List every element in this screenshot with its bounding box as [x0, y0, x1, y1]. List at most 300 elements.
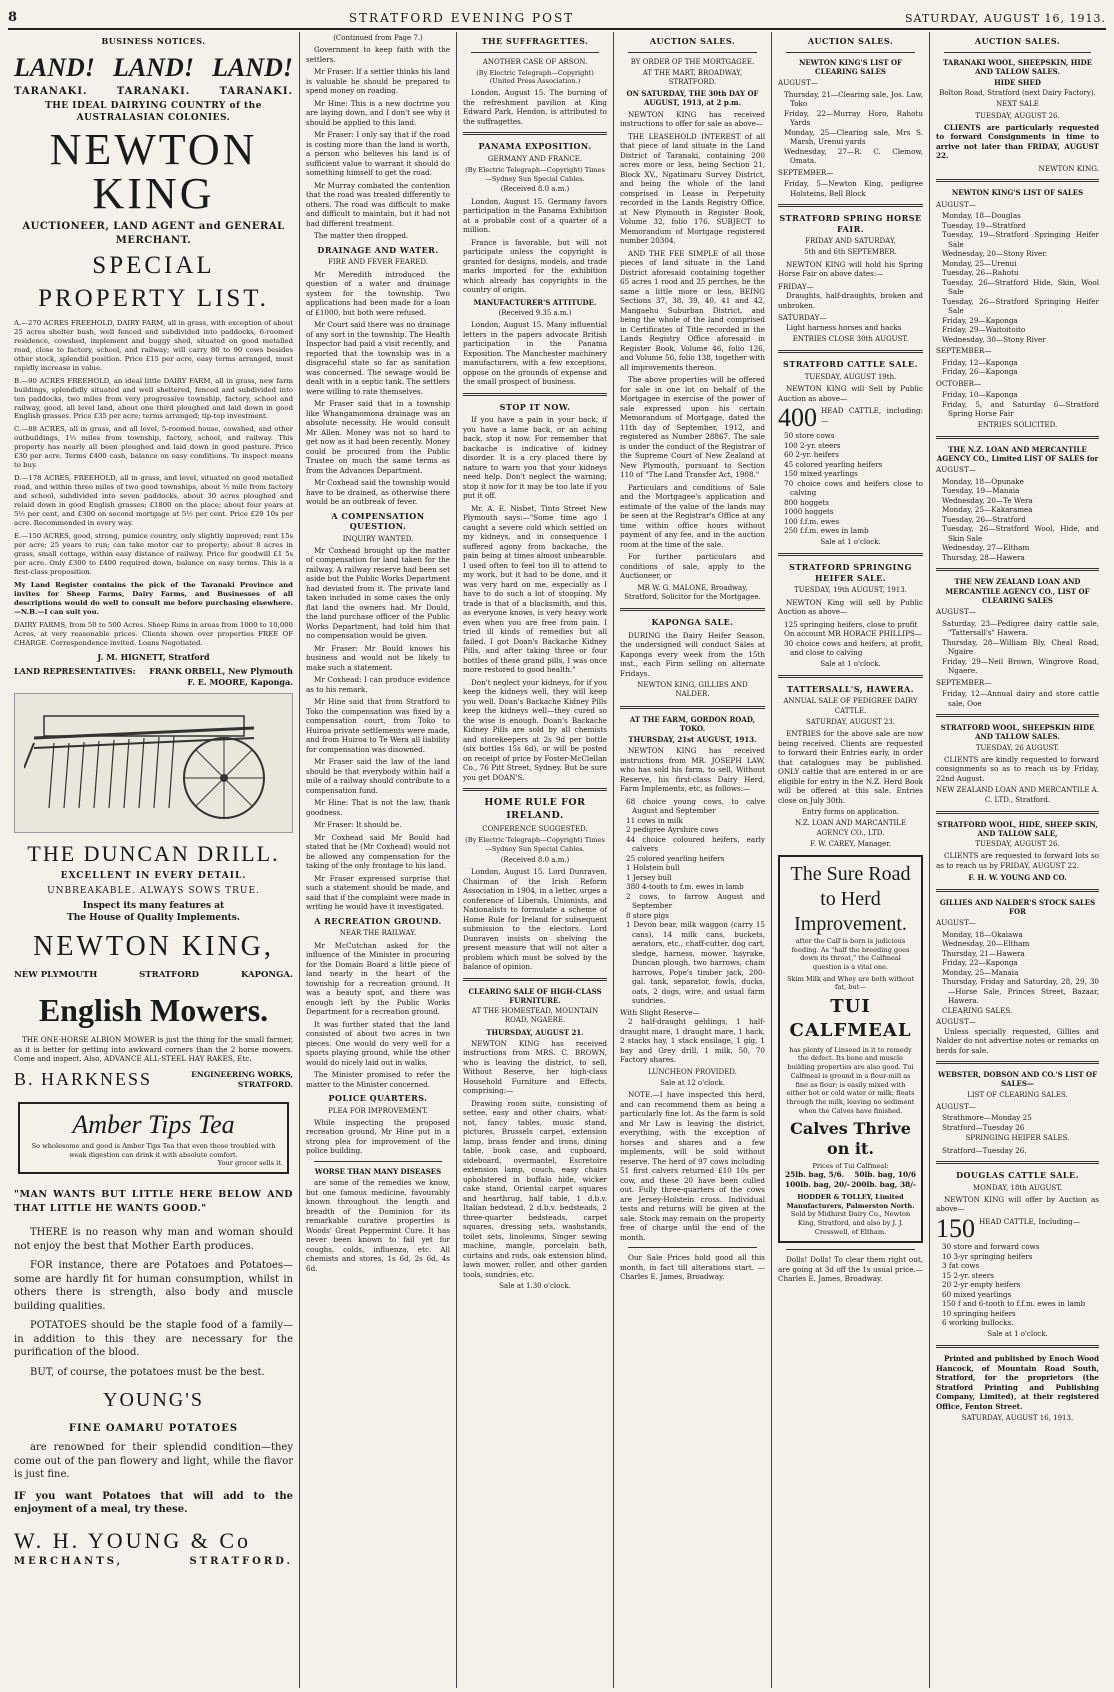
- list-item: Thursday, 28—Hawera: [942, 552, 1025, 562]
- list-item: Thursday, 28—William Bly, Cheal Road, Ngaire: [942, 637, 1099, 657]
- dairy-farms-notice: DAIRY FARMS, from 50 to 500 Acres. Sheep Runs in areas from 1000 to 10,000 Acres, at very reasonable prices. Clients shown over properties FREE OF CHARGE. Correspondence invited. Loans Negotiated.: [14, 620, 293, 647]
- paragraph: CLIENTS are particularly requested to forward Consignments in time to arrive not later than FRIDAY, AUGUST 22.: [936, 122, 1099, 161]
- house-of-quality: The House of Quality Implements.: [67, 913, 240, 924]
- list-item: CLEARING SALES.: [942, 1005, 1013, 1015]
- drainage-heading: DRAINAGE AND WATER.: [317, 244, 439, 255]
- land-word: LAND!: [113, 52, 194, 82]
- police-heading: POLICE QUARTERS.: [328, 1093, 428, 1104]
- column-business-notices: [8, 32, 300, 1688]
- paragraph: The above properties will be offered for sale in one lot on behalf of the Mortgagee in exercise of the power of sale expressed upon his certain Memorandum of Mortgage, dated the 11th day of September, 1912, and registered as Number 28867. The sale is under the conduct of the Registrar of the Supreme Court of New Zealand at New Plymouth, pursuant to Section 110 of "The Land Transfer Act, 1908.": [620, 375, 765, 480]
- nk-sales-heading: NEWTON KING'S LIST OF SALES: [951, 188, 1084, 198]
- nzl-sales-list: [942, 477, 1099, 563]
- paragraph: are some of the remedies we know, but one famous medicine, favourably known throughout the length and breadth of the Dominion for its remarkable curative properties is Woods' Great Peppermint Cure. It has never been known to fail yet for coughs, colds, influenza, etc. All chemists and stores, 1s 6d, 2s 6d, 4s 6d.: [306, 1178, 450, 1273]
- location: STRATFORD: [139, 969, 200, 980]
- paragraph: Mr Fraser said that in a township like Whangamomona drainage was an absolute necessity. He would consult Mr Allen. Money was not so hard to get now as it had been recently. Money could be procured from the Public Trustee on much the same terms as from the Advances Department.: [306, 399, 450, 475]
- drainage-subheading: FIRE AND FEVER FEARED.: [328, 258, 428, 267]
- list-item: Friday, 12—Annual dairy and store cattle sale, Ooe: [942, 689, 1099, 708]
- paragraph: DURING the Dairy Heifer Season, the undersigned will conduct Sales at Kaponga every week from the 15th inst., each Firm selling on alternate Fridays.: [620, 630, 765, 678]
- list-item: 11 cows in milk: [626, 815, 683, 825]
- calves-thrive-heading: Calves Thrive on it.: [790, 1119, 911, 1158]
- divider: [936, 1061, 1099, 1064]
- wool-sales-heading: TARANAKI WOOL, SHEEPSKIN, HIDE AND TALLOW SALES.: [942, 57, 1093, 76]
- cattle-sale-heading: STRATFORD CATTLE SALE.: [783, 359, 918, 370]
- taranaki-word: TARANAKI.: [219, 85, 293, 97]
- property-listing: C.—88 ACRES, all in grass, and all level, 5-roomed house, cowshed, and other outbuildings, 1½ miles from township, factory, school, and railway. This property has nearly all been ploughed and laid down in good pasture. Price £30 per acre. Terms £400 cash, balance on easy conditions. To inspect means to buy.: [14, 425, 293, 470]
- webster-list: [942, 1146, 1099, 1156]
- month-label: AUGUST—: [936, 199, 976, 209]
- list-item: 44 choice coloured heifers, early calvers: [626, 834, 765, 854]
- list-item: 68 choice young cows, to calve August and September: [626, 796, 765, 816]
- amber-tips-text: So wholesome and good is Amber Tips Tea that even those troubled with weak digestion can drink it with absolute comfort.: [31, 1141, 276, 1159]
- taranaki-line: [14, 85, 293, 98]
- webster-clearing: LIST OF CLEARING SALES.: [967, 1090, 1068, 1099]
- list-item: Monday, 18—Okaiawa: [942, 929, 1023, 939]
- renowned-text: are renowned for their splendid condition—they come out of the pan flowery and light, while the flavor is just fine.: [14, 1442, 293, 1481]
- taranaki-word: TARANAKI.: [14, 85, 88, 97]
- paragraph: London, August 15. The burning of the refreshment pavilion at King Edward Park, Hendon, is attributed to the suffragettes.: [463, 88, 607, 126]
- paragraph: Mr Fraser: Mr Bould knows his business and would not be likely to make such a statement.: [306, 643, 450, 672]
- location: NEW PLYMOUTH: [14, 969, 98, 980]
- panama-heading: PANAMA EXPOSITION.: [478, 141, 592, 152]
- next-sale-label: NEXT SALE: [996, 100, 1039, 109]
- divider: [936, 811, 1099, 814]
- list-item: 150 f and 6-tooth to f.f.m. ewes in lamb: [942, 1299, 1086, 1309]
- divider: [471, 52, 599, 53]
- nzl-clearing-heading: THE NEW ZEALAND LOAN AND MERCANTILE AGENCY CO., LIST OF CLEARING SALES: [945, 577, 1090, 605]
- newton-king-locations: [14, 970, 293, 981]
- list-item: 20 2-yr empty heifers: [942, 1280, 1021, 1290]
- sure-road-text: after the Calf is born is judicious feeding. As "half the breeding goes down its throat," the Calfmeal question is a vital one.: [791, 936, 910, 972]
- list-item: 60 2-yr. heifers: [784, 450, 839, 460]
- paragraph: NOTE.—I have inspected this herd, and can recommend them as being a particularly fine lot. As the farm is sold and Mr Law is leaving the district, everything, with the exception of horses and shares and a few implements, will be sold without reserve. The herd of 97 cows including 51 first calvers returned £10 10s per cow, and these 20 have been culled out. Fully three-quarters of the cows are Jersey-Holstein cross. Individual tests and returns will be given at the sale. Stock may remain on the property free of charge until the end of the month.: [620, 1090, 765, 1242]
- potato-paragraph: FOR instance, there are Potatoes and Potatoes—some are hardly fit for human consumption, whilst in others there is strength, also body and muscle building qualities.: [14, 1260, 293, 1312]
- paragraph: Mr. A. E. Nisbet, Tinto Street New Plymouth says:—"Some time ago I caught a severe cold which settled on my kidneys, and in consequence I suffered agony from backache, the pain being at times almost unbearable. I used often to feel too ill to attend to my work, but it had to be done, and it was very hard on me, especially as I have to do such a lot of stooping. My trade is that of a blacksmith, and this, as everyone knows, is very heavy work even when you are free from pain. I tried ill kinds of remedies but all failed. I got Doan's Backache Kidney Pills, and after taking three or four bottles of these grand pills, I was once more restored to good health.": [463, 503, 607, 675]
- stratford-wool-heading: STRATFORD WOOL, SHEEPSKIN HIDE AND TALLOW SALES.: [940, 723, 1095, 742]
- paragraph: While inspecting the proposed recreation ground, Mr Hine put in a strong plea for improvement of the police building.: [306, 1117, 450, 1156]
- mowers-text: THE ONE-HORSE ALBION MOWER is just the thing for the small farmer, as it is better for getting into awkward corners than the 2 horse mowers. Come and inspect. Also, ADVANCE ALL-STEEL HAY RAKES, Etc.: [14, 1035, 293, 1064]
- harkness-sub: ENGINEERING WORKS, STRATFORD.: [191, 1069, 293, 1089]
- merchants-line: [14, 1555, 293, 1568]
- list-item: 25 colored yearling heifers: [626, 853, 725, 863]
- list-item: Friday, 29—Kaponga: [942, 315, 1018, 325]
- sale-time: Sale at 1 o'clock.: [820, 537, 881, 546]
- clearing-sale-location: AT THE HOMESTEAD, MOUNTAIN ROAD, NGAERE.: [471, 1007, 599, 1025]
- paragraph: NEWTON KING has received instructions to offer for sale as above—: [620, 109, 765, 129]
- farm-sale-date: THURSDAY, 21st AUGUST, 1913.: [628, 735, 757, 745]
- douglas-count-label: HEAD CATTLE, Including—: [979, 1216, 1081, 1226]
- paragraph: Unless specially requested, Gillies and Nalder do not advertise notes or remarks on herds for sale.: [936, 1026, 1099, 1055]
- paragraph: Mr McCutchan asked for the influence of the Minister in procuring for the Domain Board a little piece of land nearly in the heart of the township for a recreation ground. It was a beauty spot, and there was enough left by the Public Works Department for a recreation ground.: [306, 940, 450, 1017]
- clearing-sale-date: THURSDAY, AUGUST 21.: [486, 1027, 584, 1037]
- divider: [463, 393, 607, 396]
- divider: [936, 436, 1099, 439]
- paragraph: Mr Fraser expressed surprise that such a statement should be made, and said that if the complaint were made in writing he would have it investigated.: [306, 873, 450, 912]
- rep-name: F. E. MOORE, Kaponga.: [187, 676, 293, 687]
- list-item: 250 f.f.m. ewes in lamb: [784, 526, 869, 536]
- list-item: Friday, 22—Murray Horo, Rahotu Yards: [784, 108, 923, 128]
- divider: [778, 675, 923, 678]
- paragraph: Mr Fraser: If a settler thinks his land is valuable he should be prepared to spend money on roading.: [306, 67, 450, 96]
- mortgagee-date: ON SATURDAY, THE 30th DAY OF AUGUST, 1913, at 2 p.m.: [626, 89, 759, 108]
- paragraph: London, August 15. Germany favors participation in the Panama Exhibition at a probable cost of a quarter of a million.: [463, 196, 607, 235]
- list-item: 150 mixed yearlings: [784, 469, 858, 479]
- paragraph: ENTRIES for the above sale are now being received. Clients are requested to forward their Entries early, in order that catalogues may be published. ONLY cattle that are entered in or are eligible for entry in the N.Z. Herd Book will be offered at this sale. Entries close on July 30th.: [778, 729, 923, 805]
- nk-sales-list: [942, 358, 1099, 377]
- potato-paragraph: THERE is no reason why man and woman should not enjoy the best that Mother Earth produces.: [14, 1227, 293, 1252]
- tui-calfmeal-ad: [778, 855, 923, 1243]
- reps-label: LAND REPRESENTATIVES:: [14, 666, 136, 677]
- hide-shed-heading: HIDE SHED: [994, 78, 1041, 88]
- potato-paragraph: BUT, of course, the potatoes must be the best.: [30, 1366, 265, 1378]
- clearing-list-heading: NEWTON KING'S LIST OF CLEARING SALES: [798, 57, 903, 76]
- month-label: AUGUST—: [936, 918, 976, 928]
- paragraph: Particulars and conditions of Sale and the Mortgagee's application and estimate of the value of the lands may be seen at the Registrar's Office at any time within office hours without payment of any fee, and in the auction room at the time of the sale.: [620, 482, 765, 549]
- list-item: Tuesday, 26—Rahotu: [942, 268, 1019, 278]
- list-item: 1 Jersey bull: [626, 872, 672, 882]
- list-item: Friday, 26—Kaponga: [942, 367, 1018, 377]
- spring-horse-heading: STRATFORD SPRING HORSE FAIR.: [779, 213, 922, 234]
- compensation-heading: A COMPENSATION QUESTION.: [331, 510, 425, 532]
- issue-date: SATURDAY, AUGUST 16, 1913.: [904, 12, 1106, 25]
- paragraph: The Minister promised to refer the matter to the Minister concerned.: [306, 1070, 450, 1089]
- divider: [463, 978, 607, 981]
- list-item: Monday, 25—Kakaramea: [942, 505, 1033, 515]
- list-item: 70 choice cows and heifers close to calving: [784, 478, 923, 498]
- fine-oamaru-potatoes: FINE OAMARU POTATOES: [68, 1422, 239, 1434]
- month-label: AUGUST—: [936, 465, 976, 475]
- property-listing: D.—178 ACRES, FREEHOLD, all in grass, and level, situated on good metalled road, and within three miles of two good townships, about ½ mile from factory and school, subdivided into seven paddocks, about 30 acres ploughed and relaid down in good English grasses; £1800 on the place; about four years at 5½ per cent, and £300 on second mortgage at 5½ per cent. Price £29 10s per acre. Recommended in every way.: [14, 474, 293, 528]
- columns: [8, 32, 1106, 1688]
- carey-signature: F. W. CAREY, Manager.: [809, 839, 892, 848]
- harkness-signature: [14, 1068, 293, 1092]
- nk-sales-list: [942, 211, 1099, 344]
- list-item: Monday, 25—Clearing sale, Mrs S. Marsh, Urenui yards: [784, 127, 923, 147]
- hodder-tolley: HODDER & TOLLEY, Limited Manufacturers, Palmerston North.: [786, 1192, 915, 1210]
- paragraph: CLIENTS are kindly requested to forward consignments so as to reach us by Friday, 22nd August.: [936, 754, 1099, 783]
- day-label: FRIDAY—: [778, 281, 814, 291]
- ideal-dairying-tagline: THE IDEAL DAIRYING COUNTRY of the AUSTRALASIAN COLONIES.: [45, 101, 262, 123]
- harkness-name: B. HARKNESS: [14, 1068, 153, 1089]
- home-rule-subheading: CONFERENCE SUGGESTED.: [482, 825, 588, 834]
- spring-date-2: 5th and 6th SEPTEMBER.: [804, 248, 897, 257]
- malone-signature: MR W. G. MALONE, Broadway, Stratford, Solicitor for the Mortgagee.: [624, 583, 761, 601]
- business-notices-header: BUSINESS NOTICES.: [101, 36, 206, 46]
- stratford-wool-signature: NEW ZEALAND LOAN AND MERCANTILE A. C. LTD., Stratford.: [936, 786, 1099, 804]
- list-item: 30 choice cows and heifers, at profit, and close to calving: [784, 638, 923, 658]
- recreation-subheading: NEAR THE RAILWAY.: [339, 929, 417, 938]
- list-item: 3 fat cows: [942, 1261, 980, 1271]
- paragraph: Light harness horses and hacks: [786, 322, 902, 332]
- cattle-list: [784, 431, 923, 536]
- wool-hide-signature: F. H. W. YOUNG AND CO.: [968, 873, 1067, 883]
- heifer-list: [784, 620, 923, 658]
- list-item: Tuesday, 19—Manaia: [942, 486, 1020, 496]
- paragraph: France is favorable, but will not participate unless the copyright is granted for designs, models, and trade marks imported for the exhibition which already has copyrights in the country of origin.: [463, 237, 607, 295]
- divider: [936, 568, 1099, 571]
- location: KAPONGA.: [240, 969, 293, 980]
- land-representatives: [14, 666, 293, 687]
- list-item: Thursday, 21—Hawera: [942, 948, 1025, 958]
- divider: [620, 608, 765, 611]
- sure-road-heading: The Sure Road to Herd Improvement.: [790, 862, 911, 935]
- property-listing: A.—270 ACRES FREEHOLD, DAIRY FARM, all in grass, with exception of about 25 acres shelter bush, well fenced and subdivided into paddocks, 6-roomed residence, cowshed, implement and buggy shed, situated on good metalled road, close to factory, school, and railway; will carry 80 to 90 cows besides other stock, splendid position. Price £15 per acre, easy terms arranged, must rapidly increase in value.: [14, 318, 293, 372]
- reps-names: [149, 666, 293, 687]
- nzl-sales-heading: THE N.Z. LOAN AND MERCANTILE AGENCY CO., Limited LIST OF SALES for: [936, 444, 1099, 464]
- list-item: Saturday, 23—Pedigree dairy cattle sale, "Tattersall's" Hawera.: [942, 618, 1099, 638]
- suffragettes-heading: THE SUFFRAGETTES.: [481, 36, 589, 46]
- seed-drill-illustration: [14, 693, 293, 833]
- list-item: On account MR HORACE PHILLIPS—: [784, 629, 923, 639]
- divider: [936, 179, 1099, 182]
- douglas-date: MONDAY, 18th AUGUST.: [972, 1183, 1063, 1192]
- list-item: Friday, 5, and Saturday 6—Stratford Spring Horse Fair: [942, 399, 1099, 419]
- received-time: (Received 9.35 a.m.): [498, 308, 572, 317]
- list-item: 50 store cows: [784, 431, 835, 441]
- paragraph: Drawing room suite, consisting of settee, easy and other chairs, what-not, fancy tables, music stand, pictures, Brussels carpet, extension lamp, brass fender and irons, dining table, book case, and cupboard, sideboard, overmantel, Escretoire extension lamp, couch, easy chairs upholstered in buffalo hide, wicker cake stand, Oriental carpet squares and hearthrug, half table, 1 d.b.v. Italian bedstead, 2 d.b.v. bedsteads, 2 three-quarter bedsteads, carpet squares, dressing sets, washstands, toilet sets, linoleums, Singer sewing machine, mangle, porcelain bath, curtains and rods, oak extension blind, lawn mower, roller, and other garden tools, sundries, etc.: [463, 1098, 607, 1279]
- list-item: 8 store pigs: [626, 910, 669, 920]
- cable-byline: (By Electric Telegraph—Copyright) Times—Sydney Sun Special Cables.: [465, 165, 605, 183]
- list-item: 6 working bullocks.: [942, 1318, 1014, 1328]
- potato-paragraph: POTATOES should be the staple food of a family—in addition to this they are necessary for the purification of the blood.: [14, 1320, 293, 1359]
- farm-reserve: With Slight Reserve—: [620, 1007, 700, 1017]
- compensation-subheading: INQUIRY WANTED.: [342, 534, 414, 543]
- webster-list: [942, 1113, 1099, 1132]
- nzl-clearing-list: [942, 619, 1099, 676]
- paragraph: Mr Murray combated the contention that the road was treated differently to others. The road was difficult to make and difficult to maintain, but it had not had different treatment.: [306, 180, 450, 228]
- list-item: Monday, 25—Manaia: [942, 967, 1019, 977]
- tui-calfmeal-heading: TUI CALFMEAL: [789, 996, 912, 1041]
- list-item: 100 f.f.m. ewes: [784, 516, 840, 526]
- divider: [463, 132, 607, 135]
- divider: [628, 52, 757, 53]
- list-item: Monday, 18—Opunake: [942, 476, 1024, 486]
- home-rule-heading: HOME RULE FOR IRELAND.: [484, 797, 586, 821]
- duncan-drill-heading: THE DUNCAN DRILL.: [27, 841, 280, 867]
- auction-sales-header: AUCTION SALES.: [974, 36, 1061, 46]
- excellent-tagline: EXCELLENT IN EVERY DETAIL.: [60, 871, 247, 882]
- tui-calfmeal-text: has plenty of Linseed in it to remedy the defect. Its bone and muscle building properties are also good. Tui Calfmeal is ground in a flour-mill as fine as flour; is easily mixed with either hot or cold water or milk; floats through the milk, leaving no sediment when the Calves have finished.: [786, 1045, 915, 1115]
- list-item: Tuesday, 26—Stratford Wool, Hide, and Skin Sale: [942, 524, 1099, 543]
- divider: [936, 714, 1099, 717]
- paragraph: 2 half-draught geldings, 1 half-draught mare, 1 draught mare, 1 hack, 2 stacks hay, 1 stack ensilage, 1 gig, 1 bay and Grey drill, 1 milk, 50, 70 Factory shares.: [620, 1017, 765, 1065]
- youngs-heading: YOUNG'S: [103, 1389, 204, 1412]
- imprint: Printed and published by Enoch Wood Hancock, of Mountain Road South, Stratford, for the proprietors (the Stratford Printing and Publishing Company, Limited), at their registered Office, Fenton Street.: [936, 1354, 1099, 1411]
- column-cables: [457, 32, 614, 1688]
- paragraph: NEWTON KING has received instructions from MR. JOSEPH LAW, who has sold his farm, to sell, Without Reserve, his first-class Dairy Herd, Farm Implements, etc, as follows:—: [620, 746, 765, 794]
- paragraph: Mr Coxhead said Mr Bould had stated that he (Mr Coxhead) would not be allowed any compensation for the taking of the only frontage to his land.: [306, 832, 450, 871]
- divider: [314, 1161, 442, 1162]
- land-heading: [14, 51, 293, 85]
- paragraph: Mr Hine said that from Stratford to Toko the compensation was fixed by a compensation court, from Toko to Huiroa private settlements were made, and from Huiroa to Te Wera all liability for compensation was disowned.: [306, 697, 450, 754]
- clearing-list: [784, 90, 923, 166]
- paragraph: Mr Coxhead said the township would have to be drained, as otherwise there would be an outbreak of fever.: [306, 478, 450, 507]
- list-item: 10 3-yr springing heifers: [942, 1251, 1033, 1261]
- masthead: [8, 8, 1106, 30]
- hide-shed-location: Bolton Road, Stratford (next Dairy Factory).: [939, 89, 1096, 98]
- paragraph: Draughts, half-draughts, broken and unbroken.: [778, 291, 923, 310]
- douglas-count-number: 150: [936, 1216, 975, 1241]
- paragraph: AND THE FEE SIMPLE of all those pieces of land situate in the Land District aforesaid containing together 65 acres 1 rood and 25 perches, be the same a little more or less, BEING Sections 37, 38, 39, 40, 41 and 42, Mangaehu Suburban District, and being the whole of the land comprised in Certificates of Title recorded in the Lands Registry Office aforesaid in Register Book, Volume 46, folio 126, and Volume 56, folio 138, together with all improvements thereon.: [620, 248, 765, 372]
- auctioneer-line: AUCTIONEER, LAND AGENT and GENERAL MERCHANT.: [22, 221, 285, 246]
- month-label: SEPTEMBER—: [936, 677, 992, 687]
- unbreakable-tagline: UNBREAKABLE. ALWAYS SOWS TRUE.: [47, 886, 260, 897]
- list-item: Stratford—Tuesday 26: [942, 1122, 1025, 1132]
- gillies-list: [942, 930, 1099, 1016]
- police-subheading: PLEA FOR IMPROVEMENT.: [328, 1106, 428, 1115]
- cattle-count: [778, 406, 923, 429]
- stratford-wool-date: TUESDAY, 26 AUGUST.: [975, 743, 1060, 752]
- wool-hide-heading: STRATFORD WOOL, HIDE, SHEEP SKIN, AND TALLOW SALE,: [937, 819, 1098, 838]
- list-item: Strathmore—Monday 25: [942, 1113, 1032, 1123]
- paragraph: The matter then dropped.: [314, 231, 409, 241]
- land-word: LAND!: [212, 52, 293, 82]
- imprint-date: SATURDAY, AUGUST 16, 1913.: [961, 1414, 1074, 1423]
- month-label: AUGUST—: [936, 1101, 976, 1111]
- webster-heifer: SPRINGING HEIFER SALES.: [965, 1134, 1070, 1143]
- price: 25lb. bag, 5/6.: [785, 1170, 845, 1180]
- heifer-sale-date: TUESDAY, 19th AUGUST, 1913.: [794, 586, 907, 595]
- divider: [628, 1247, 757, 1248]
- spring-date: FRIDAY AND SATURDAY,: [805, 237, 896, 246]
- amber-tips-title: Amber Tips Tea: [72, 1109, 235, 1139]
- paragraph: Mr Coxhead brought up the matter of compensation for land taken for the railway. A railway reserve had been set aside but the Public Works Department had deviated from it. The private land taken included in some cases the only flat land the owners had. Mr Dould, the land purchase officer of the Public Works Department, had told him that no compensation would be given.: [306, 545, 450, 641]
- paragraph: THE LEASEHOLD INTEREST of all that piece of land situate in the Land District of Taranaki, containing 200 acres more or less, being Section 21, Block XV., Ngatimaru Survey District, and being the whole of the land comprised in Lease in Perpetuity recorded in the Lands Registry Office, at New Plymouth in Register Book, Volume 32, folio 176. SUBJECT to Memorandum of Mortgage registered number 20304.: [620, 131, 765, 246]
- list-item: Tuesday, 19—Stratford Springing Heifer Sale: [942, 230, 1099, 249]
- amber-grocer: Your grocer sells it.: [217, 1159, 283, 1168]
- paragraph: London, August 15. Many influential letters in the papers advocate British participation in the Panama Exposition. The Manchester machinery manufacturers, with a few exceptions, oppose on the grounds of expense and the small prospect of business.: [463, 320, 607, 387]
- mortgagee-location: AT THE MART, BROADWAY, STRATFORD.: [642, 68, 743, 87]
- list-item: Tuesday, 26—Stratford Springing Heifer Sale: [942, 296, 1099, 316]
- newton-king-signature: NEWTON KING.: [1038, 163, 1099, 173]
- luncheon-note: LUNCHEON PROVIDED.: [648, 1067, 737, 1076]
- gillies-heading: GILLIES AND NALDER'S STOCK SALES FOR: [939, 897, 1096, 916]
- paragraph: NEWTON KING will Sell by Public Auction as above—: [778, 384, 923, 403]
- sale-time: Sale at 1 o'clock.: [820, 659, 881, 668]
- month-label: SEPTEMBER—: [778, 167, 834, 177]
- paragraph: London, August 15. Lord Dunraven, Chairman of the Irish Reform Association in 1904, in a letter, urges a conference of Liberals, Unionists, and Nationalists to formulate a scheme of Home Rule for Ireland for subsequent submission to the electors. Lord Dunraven insists on shelving the present measure that will not alter a problem which must be solved by the balance of opinion.: [463, 867, 607, 972]
- entries-solicited: ENTRIES SOLICITED.: [977, 420, 1058, 429]
- paragraph: NEWTON King will sell by Public Auction as above—: [778, 597, 923, 617]
- divider: [778, 350, 923, 353]
- list-item: 2 cows, to farrow August and September: [626, 891, 765, 911]
- list-item: 125 springing heifers, close to profit: [784, 619, 918, 629]
- paragraph: For further particulars and conditions of sale, apply to the Auctioneer, or: [620, 552, 765, 581]
- special-property-list-heading: SPECIAL PROPERTY LIST.: [38, 251, 269, 312]
- price: 100lb. bag, 20/-: [785, 1180, 850, 1190]
- price: 50lb. bag, 10/6: [854, 1170, 916, 1180]
- stop-it-now-heading: STOP IT NOW.: [499, 401, 571, 412]
- paragraph: Mr Coxhead: I can produce evidence as to his remark.: [306, 675, 450, 694]
- prices-heading: Prices of Tui Calfmeal:: [812, 1161, 889, 1170]
- paragraph: NEWTON KING will offer by Auction as above—: [936, 1194, 1099, 1214]
- paragraph: If you have a pain in your back, if you have a lame back, or an aching back, stop it now. For remember that backache is indicative of kidney disorder. It is a cry placed there by nature to warn you that your kidneys need help. Don't neglect the warning; stop it now for it may be too late if you put it off.: [463, 415, 607, 501]
- divider: [786, 52, 915, 53]
- list-item: Friday, 5—Newton King, pedigree Holsteins, Bell Block: [784, 179, 923, 198]
- tattersalls-date: SATURDAY, AUGUST 23.: [805, 717, 896, 726]
- douglas-list: [942, 1242, 1099, 1328]
- paragraph: Mr Fraser said the law of the land should be that everybody within half a mile of a railway should contribute to a compensation fund.: [306, 757, 450, 795]
- list-item: Friday, 29—Neil Brown, Wingrove Road, Ngaere.: [942, 656, 1099, 676]
- wh-young-signature: W. H. YOUNG & Co: [14, 1527, 252, 1553]
- paragraph: Mr Fraser: I only say that if the road is costing more than the land is worth, a person who believes his land is of sufficient value to warrant it should do something himself to get the road.: [306, 130, 450, 178]
- list-item: 1000 hoggets: [784, 507, 834, 517]
- continued-note: (Continued from Page 7.): [333, 34, 423, 42]
- auction-sales-header: AUCTION SALES.: [807, 36, 894, 46]
- divider: [936, 889, 1099, 892]
- month-label: AUGUST—: [936, 1017, 976, 1027]
- cable-byline: (By Electric Telegraph—Copyright) (United Press Association.): [476, 68, 594, 86]
- list-item: 1 Devon bear, milk waggon (carry 15 cans), 14 milk cans, buckets, aerators, etc., chaff-cutter, dog cart, sledge, harness, mower, hayrake, Duncan plough, two harrows, chain harrows, Pope's timber jack, 200-gal. tank, separator, fowls, ducks, oats, 2 dogs, wire, and usual farm sundries.: [626, 920, 765, 1006]
- paragraph: Mr Hine: This is a new doctrine you are laying down, and I don't see why it should be applied to this land.: [306, 98, 450, 127]
- list-item: Wednesday, 20—Te Wera: [942, 495, 1033, 505]
- rep-name: FRANK ORBELL, New Plymouth: [149, 666, 293, 677]
- midhirst-note: Sold by Midhirst Dairy Co., Newton King, Stratford, and also by J. J. Cresswell, of Eltham.: [790, 1210, 911, 1236]
- mortgagee-heading: BY ORDER OF THE MORTGAGEE.: [630, 57, 755, 66]
- paragraph: NEWTON KING will hold his Spring Horse Fair on above dates:—: [778, 259, 923, 279]
- property-listing: B.—90 ACRES FREEHOLD, an ideal little DAIRY FARM, all in grass, new farm buildings, splendidly situated and well sheltered, fenced and subdivided into ten paddocks, two miles from very progressive township, factory, school and railway, good, all level land, about one third ploughed and laid down in good English grasses. Price £35 per acre; terms arranged; tip-top investment.: [14, 376, 293, 421]
- next-sale-date: TUESDAY, AUGUST 26.: [975, 111, 1060, 120]
- paragraph: NEWTON KING has received instructions from MRS. C. BROWN, who is leaving the district, to sell, Without Reserve, her high-class Household Furniture and Effects, comprising:—: [463, 1038, 607, 1096]
- paragraph: Government to keep faith with the settlers.: [306, 45, 450, 64]
- list-item: Thursday, Friday and Saturday, 28, 29, 30—Horse Sale, Princes Street, Bazaar, Hawera.: [942, 977, 1099, 1006]
- list-item: 380 4-tooth to f.m. ewes in lamb: [626, 882, 744, 892]
- divider: [936, 1161, 1099, 1164]
- list-item: 10 springing heifers: [942, 1308, 1016, 1318]
- paragraph: Mr Fraser: It should be.: [314, 820, 402, 830]
- webster-heading: WEBSTER, DOBSON AND CO.'S LIST OF SALES—: [937, 1070, 1098, 1089]
- hignett-signature: J. M. HIGNETT, Stratford: [97, 651, 210, 662]
- farm-sale-heading: AT THE FARM, GORDON ROAD, TOKO.: [629, 714, 756, 733]
- nk-sales-list: [942, 390, 1099, 419]
- recreation-heading: A RECREATION GROUND.: [314, 915, 442, 926]
- skim-milk-text: Skim Milk and Whey are both without fat, but—: [786, 974, 915, 992]
- column-auction-sales-2: [772, 32, 930, 1688]
- list-item: 15 2-yr. steers: [942, 1270, 994, 1280]
- divider: [778, 204, 923, 207]
- property-listing: E.—150 ACRES, good, strong, pumice country, only slightly improved; rent 15s per acre; 25 years to run; can take motor car to property; about 8 acres in grass, small cottage, within easy distance of railway. Price for goodwill £1 5s per acre. Only £300 to £400 required down, balance on easy terms. This is a first-class proposition.: [14, 532, 293, 576]
- list-item: Wednesday, 27—R. C. Clemow, Omata.: [784, 146, 923, 166]
- page-number: 8: [8, 10, 19, 25]
- list-item: Wednesday, 20—Eltham: [942, 939, 1030, 949]
- tattersalls-signature: N.Z. LOAN AND MARCANTILE AGENCY CO., LTD.: [794, 819, 907, 837]
- tattersalls-subheading: ANNUAL SALE OF PEDIGREE DAIRY CATTLE.: [783, 697, 918, 715]
- column-parliament-report: [300, 32, 457, 1688]
- list-item: Stratford—Tuesday 26.: [942, 1145, 1027, 1155]
- worse-heading: WORSE THAN MANY DISEASES: [314, 1166, 442, 1176]
- suffragettes-subheading: ANOTHER CASE OF ARSON.: [482, 57, 588, 66]
- divider: [944, 52, 1091, 53]
- nzl-clearing-list: [942, 689, 1099, 708]
- auction-sales-header: AUCTION SALES.: [649, 36, 736, 46]
- list-item: Wednesday, 27—Eltham: [942, 543, 1030, 553]
- list-item: 30 store and forward cows: [942, 1242, 1040, 1252]
- column-auction-sales-3: [930, 32, 1105, 1688]
- farm-items-list: [626, 797, 765, 1006]
- paragraph: It was further stated that the land consisted of about two acres in two pieces. One would do very well for a sports playing ground, while the other would do nicely laid out in walks.: [306, 1019, 450, 1067]
- month-label: AUGUST—: [936, 607, 976, 617]
- list-item: Friday, 10—Kaponga: [942, 390, 1018, 400]
- list-item: Wednesday, 20—Stony River.: [942, 249, 1048, 259]
- merchants-word: MERCHANTS,: [14, 1555, 124, 1567]
- paragraph: Our Sale Prices hold good all this month, in fact till alterations start. —Charles E. James, Broadway.: [620, 1253, 765, 1282]
- list-item: Monday, 18—Douglas: [942, 211, 1021, 221]
- price: 200lb. bag, 38/-: [851, 1180, 916, 1190]
- cable-byline: (By Electric Telegraph—Copyright) Times—Sydney Sun Special Cables.: [465, 836, 605, 854]
- paragraph: CLIENTS are requested to forward lots so as to reach us by FRIDAY, AUGUST 22.: [936, 851, 1099, 870]
- list-item: 60 mixed yearlings: [942, 1289, 1012, 1299]
- panama-subheading: GERMANY AND FRANCE.: [487, 154, 583, 163]
- land-register-notice: My Land Register contains the pick of the Taranaki Province and invites for Sheep Farms, Dairy Farms, and Businesses of all descriptions would do well to consult me before purchasing elsewhere.—N.B.—I can suit you.: [14, 580, 293, 616]
